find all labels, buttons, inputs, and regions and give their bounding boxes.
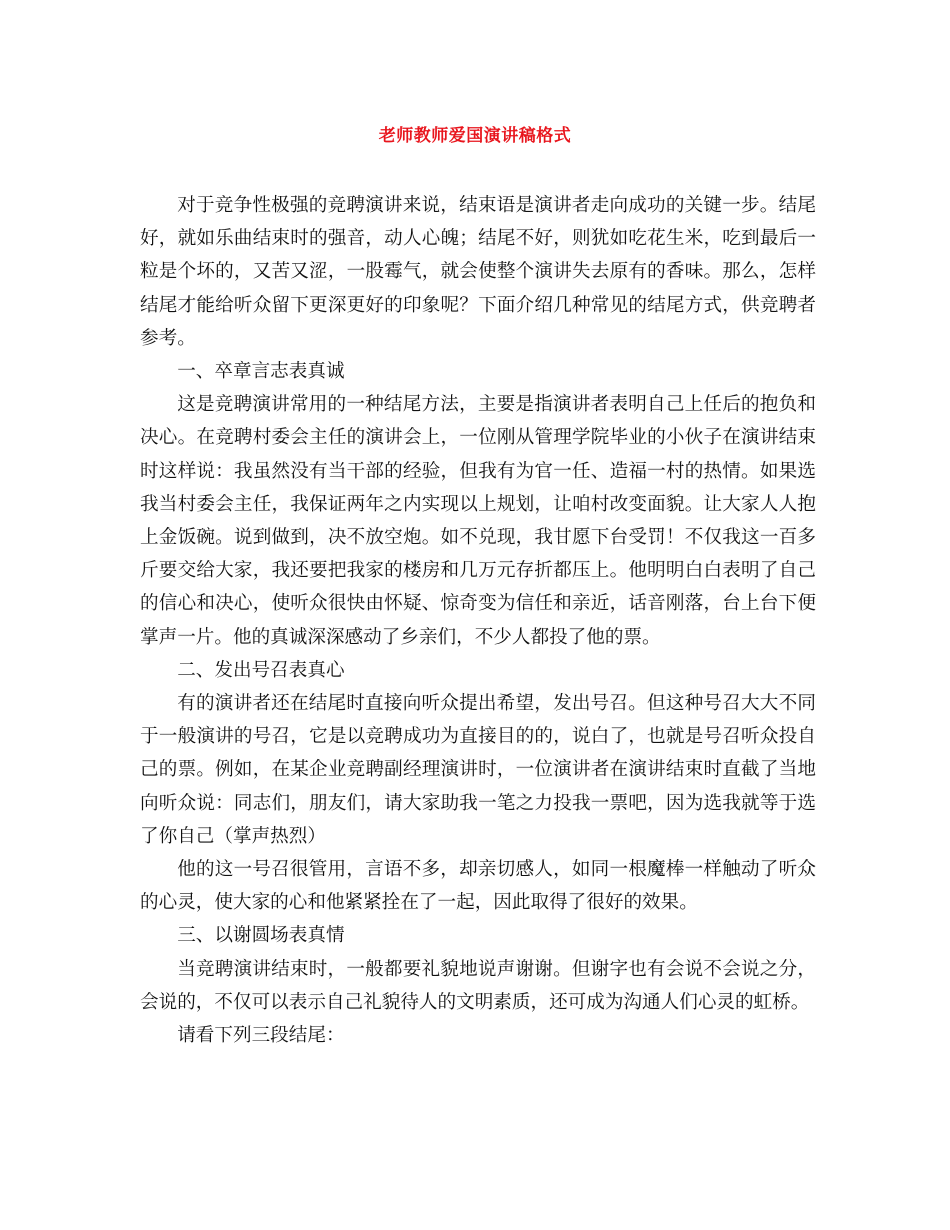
section-heading-3: 三、以谢圆场表真情 xyxy=(177,925,345,947)
section-heading-1: 一、卒章言志表真诚 xyxy=(177,361,345,383)
paragraph-section-2a: 有的演讲者还在结尾时直接向听众提出希望，发出号召。但这种号召大大不同于一般演讲的号召，它是以竞聘成功为直接目的的，说白了，也就是号召听众投自己的票。例如，在某企业竞聘副经理演讲时，一位演讲者在演讲结束时直截了当地向听众说：同志们，朋友们，请大家助我一笔之力投我一票吧，因为选我就等于选了你自己（掌声热烈） xyxy=(140,693,816,847)
paragraph-section-1: 这是竞聘演讲常用的一种结尾方法，主要是指演讲者表明自己上任后的抱负和决心。在竞聘村委会主任的演讲会上，一位刚从管理学院毕业的小伙子在演讲结束时这样说：我虽然没有当干部的经验，但我有为官一任、造福一村的热情。如果选我当村委会主任，我保证两年之内实现以上规划，让咱村改变面貌。让大家人人抱上金饭碗。说到做到，决不放空炮。如不兑现，我甘愿下台受罚！不仅我这一百多斤要交给大家，我还要把我家的楼房和几万元存折都压上。他明明白白表明了自己的信心和决心，使听众很快由怀疑、惊奇变为信任和亲近，话音刚落，台上台下便掌声一片。他的真诚深深感动了乡亲们，不少人都投了他的票。 xyxy=(140,394,816,648)
paragraph-intro: 对于竞争性极强的竞聘演讲来说，结束语是演讲者走向成功的关键一步。结尾好，就如乐曲结束时的强音，动人心魄；结尾不好，则犹如吃花生米，吃到最后一粒是个坏的，又苦又涩，一股霉气，就会使整个演讲失去原有的香味。那么，怎样结尾才能给听众留下更深更好的印象呢？下面介绍几种常见的结尾方式，供竞聘者参考。 xyxy=(140,195,816,349)
section-heading-2: 二、发出号召表真心 xyxy=(177,659,345,681)
document-title: 老师教师爱国演讲稿格式 xyxy=(378,126,572,146)
document-body xyxy=(140,189,816,1052)
paragraph-closing: 请看下列三段结尾： xyxy=(177,1025,345,1047)
paragraph-section-3: 当竞聘演讲结束时，一般都要礼貌地说声谢谢。但谢字也有会说不会说之分，会说的，不仅可以表示自己礼貌待人的文明素质，还可成为沟通人们心灵的虹桥。 xyxy=(140,958,816,1013)
paragraph-section-2b: 他的这一号召很管用，言语不多，却亲切感人，如同一根魔棒一样触动了听众的心灵，使大家的心和他紧紧拴在了一起，因此取得了很好的效果。 xyxy=(140,859,816,914)
